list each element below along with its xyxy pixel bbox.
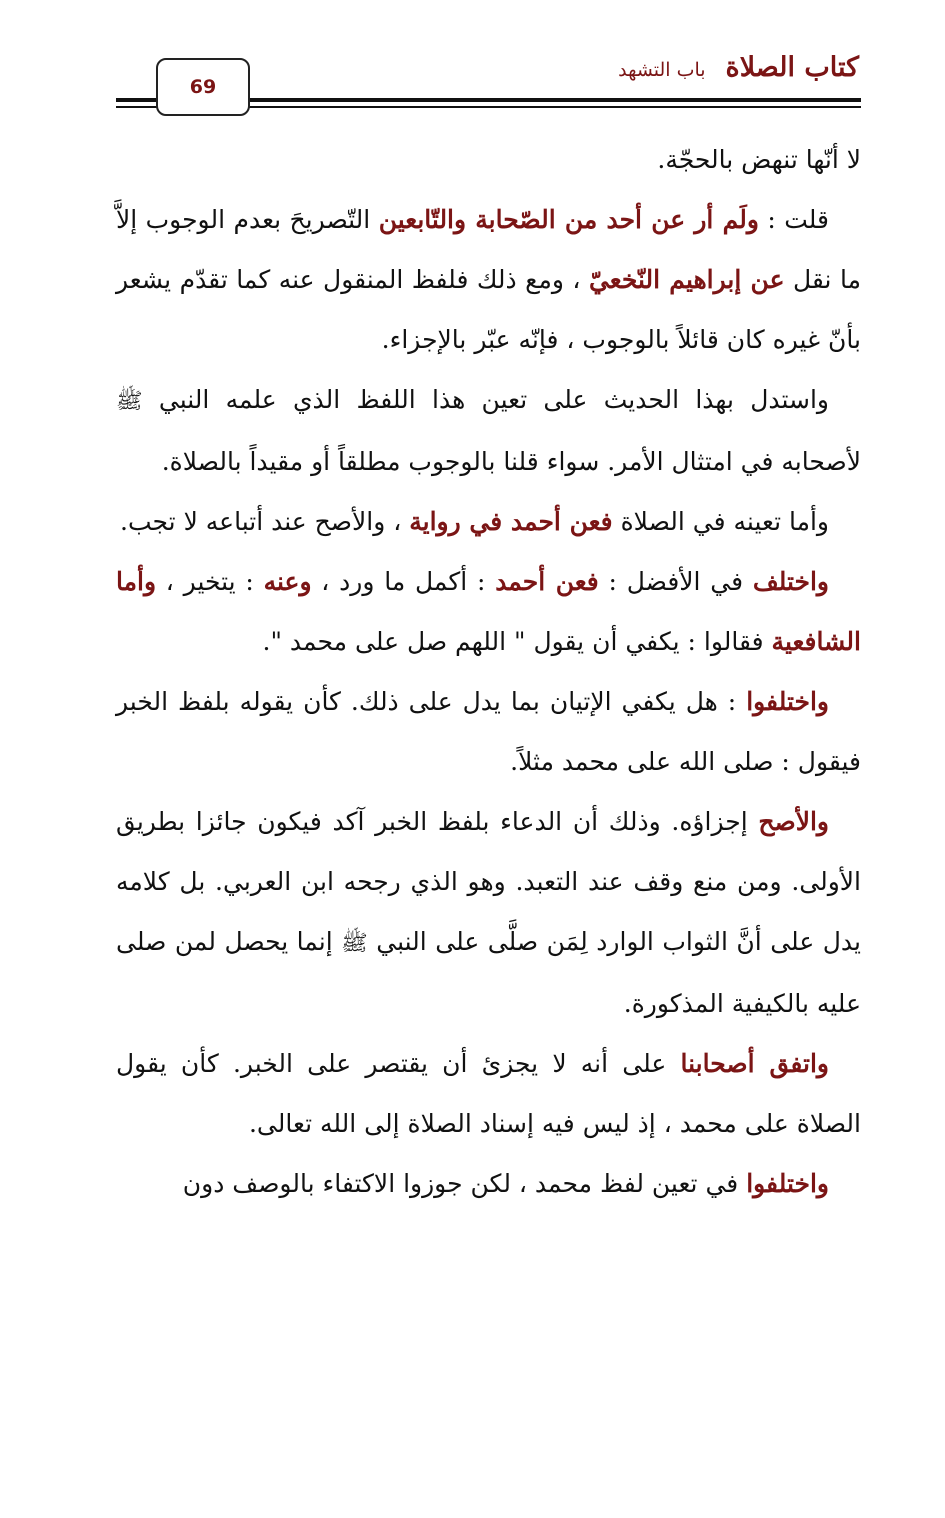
salawat-symbol: ﷺ (116, 389, 143, 414)
paragraph (116, 672, 861, 792)
text-segment: : أكمل ما ورد ، (311, 567, 496, 596)
text-segment: ، ومع ذلك فلفظ المنقول عنه كما تقدّم يشعر بأنّ غيره كان قائلاً بالوجوب ، فإنّه عبّر بالإجزاء. (116, 265, 861, 354)
paragraph (116, 370, 861, 492)
text-segment: التّصريحَ بعدم الوجوب إلاَّ ما نقل (116, 205, 861, 294)
text-segment: لأصحابه في امتثال الأمر. سواء قلنا بالوجوب مطلقاً أو مقيداً بالصلاة. (161, 447, 861, 476)
body-text (116, 130, 861, 1214)
text-segment: في تعين لفظ محمد ، لكن جوزوا الاكتفاء بالوصف دون (182, 1169, 747, 1198)
running-head (618, 52, 859, 83)
salawat-symbol: ﷺ (341, 931, 368, 956)
text-segment: لا أنّها تنهض بالحجّة. (657, 145, 861, 174)
text-segment: : هل يكفي الإتيان بما يدل على ذلك. كأن يقوله بلفظ الخبر فيقول : صلى الله على محمد مثلاً. (116, 687, 861, 776)
highlighted-term: واتفق أصحابنا (680, 1049, 829, 1078)
highlighted-term: واختلف (752, 567, 829, 596)
text-segment: إجزاؤه. وذلك أن الدعاء بلفظ الخبر آكد فيكون جائزا بطريق الأولى. ومن منع وقف عند التعبد. وهو الذي رجحه ابن العربي. بل كلامه يدل على أنَّ الثواب الوارد لِمَن صلَّى على النبي (116, 807, 861, 956)
text-segment: في الأفضل : (598, 567, 753, 596)
highlighted-term: واختلفوا (746, 687, 829, 716)
chapter-title: باب التشهد (618, 59, 706, 81)
highlighted-term: والأصح (758, 807, 829, 836)
text-segment: ، والأصح عند أتباعه لا تجب. (120, 507, 410, 536)
highlighted-term: واختلفوا (746, 1169, 829, 1198)
highlighted-term: وأما الشافعية (116, 567, 861, 656)
paragraph (116, 1034, 861, 1154)
text-segment: : يتخير ، (156, 567, 264, 596)
paragraph (116, 492, 861, 552)
highlighted-term: فعن أحمد (495, 567, 599, 596)
page-header (0, 0, 945, 120)
text-segment: فقالوا : يكفي أن يقول " اللهم صل على محمد ". (262, 627, 772, 656)
highlighted-term: وعنه (263, 567, 312, 596)
text-segment: قلت : (758, 205, 830, 234)
highlighted-term: عن إبراهيم النّخعيّ (588, 265, 785, 294)
book-title: كتاب الصلاة (725, 52, 859, 83)
text-segment: على أنه لا يجزئ أن يقتصر على الخبر. كأن يقول الصلاة على محمد ، إذ ليس فيه إسناد الصلاة إلى الله تعالى. (116, 1049, 861, 1138)
paragraph (116, 792, 861, 1034)
text-segment: واستدل بهذا الحديث على تعين هذا اللفظ الذي علمه النبي (142, 385, 829, 414)
highlighted-term: ولَم أر عن أحد من الصّحابة والتّابعين (378, 205, 759, 234)
paragraph (116, 1154, 861, 1214)
text-segment: إنما يحصل لمن صلى عليه بالكيفية المذكورة. (116, 927, 861, 1018)
paragraph (116, 130, 861, 190)
paragraph (116, 552, 861, 672)
paragraph (116, 190, 861, 370)
highlighted-term: فعن أحمد في رواية (409, 507, 613, 536)
text-segment: وأما تعينه في الصلاة (612, 507, 829, 536)
page-number: 69 (156, 58, 250, 116)
